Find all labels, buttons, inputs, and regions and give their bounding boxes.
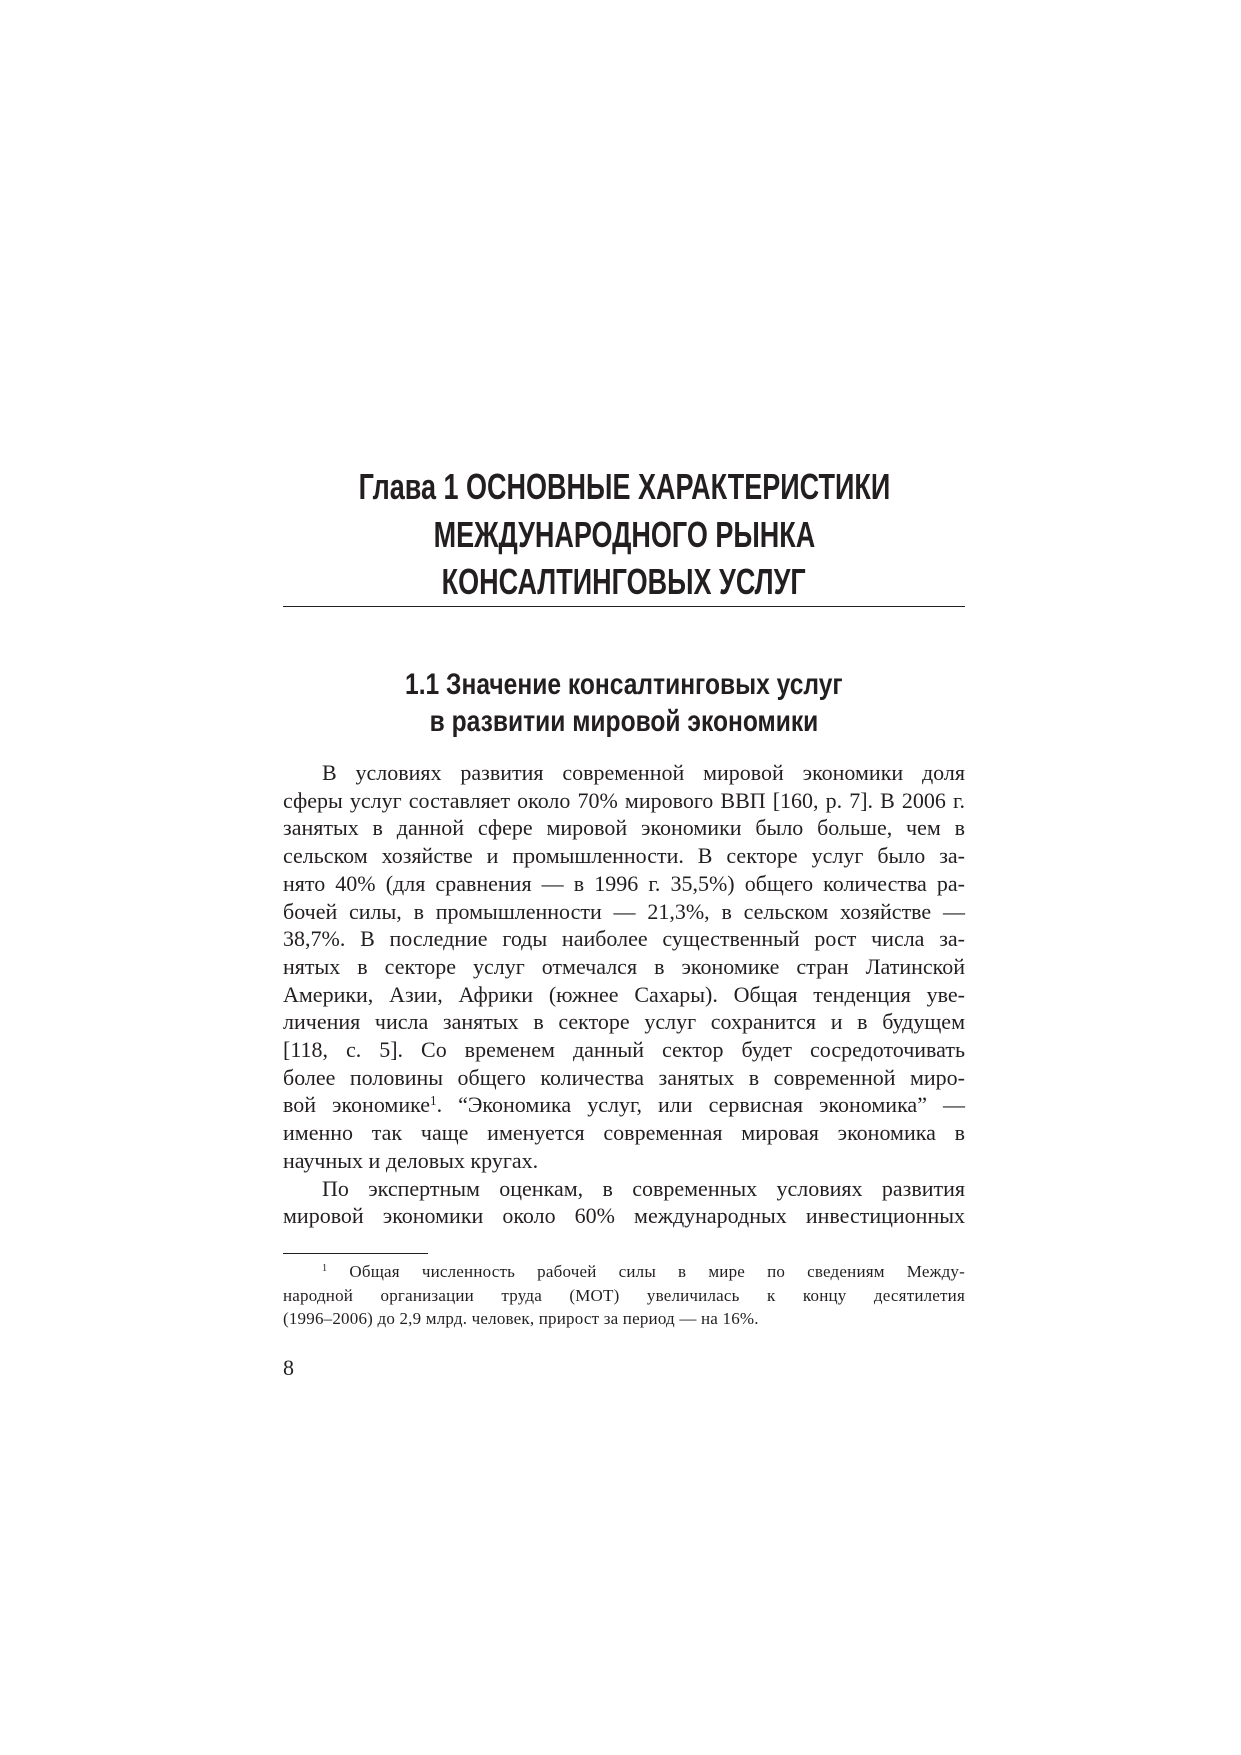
body-text-line: [118, с. 5]. Со временем данный сектор будет сосредоточивать: [283, 1037, 965, 1063]
body-text-line: именно так чаще именуется современная мировая экономика в: [283, 1120, 965, 1146]
body-text-line: Америки, Азии, Африки (южнее Сахары). Общая тенденция уве-: [283, 981, 965, 1007]
body-text-line: [283, 1091, 965, 1119]
body-text-line: сельском хозяйстве и промышленности. В секторе услуг было за-: [283, 843, 965, 869]
footnote-separator: [283, 1253, 428, 1254]
chapter-title-text: МЕЖДУНАРОДНОГО РЫНКА: [433, 513, 815, 555]
body-text-line: нято 40% (для сравнения — в 1996 г. 35,5%) общего количества ра-: [283, 870, 965, 896]
body-text-line: личения числа занятых в секторе услуг сохранится и в будущем: [283, 1009, 965, 1035]
chapter-title-line: [83, 558, 1165, 606]
body-text-line: занятых в данной сфере мировой экономики было больше, чем в: [283, 815, 965, 841]
body-text-line: По экспертным оценкам, в современных условиях развития: [322, 1175, 965, 1201]
footnote: [283, 1260, 965, 1331]
footnote-line: народной организации труда (МОТ) увеличилась к концу десятилетия: [283, 1285, 965, 1305]
footnote-line: [283, 1260, 965, 1284]
chapter-title-rule: [283, 606, 965, 607]
section-title-text: 1.1 Значение консалтинговых услуг: [405, 668, 843, 701]
body-text-fragment: вой экономике: [283, 1092, 431, 1118]
section-title-text: в развитии мировой экономики: [429, 705, 819, 738]
body-text-line: сферы услуг составляет около 70% мирового ВВП [160, p. 7]. В 2006 г.: [283, 787, 965, 813]
footnote-number: 1: [322, 1262, 328, 1274]
body-text-fragment: . “Экономика услуг, или сервисная экономика” —: [436, 1092, 965, 1118]
chapter-title-text: КОНСАЛТИНГОВЫХ УСЛУГ: [441, 561, 807, 602]
body-text-line: мировой экономики около 60% международных инвестиционных: [283, 1203, 965, 1229]
body-text-line: более половины общего количества занятых в современной миро-: [283, 1064, 965, 1090]
footnote-text-fragment: Общая численность рабочей силы в мире по сведениям Между-: [327, 1262, 965, 1281]
body-text-line: бочей силы, в промышленности — 21,3%, в сельском хозяйстве —: [283, 898, 965, 924]
section-title: [83, 666, 1165, 740]
body-text-line: нятых в секторе услуг отмечался в экономике стран Латинской: [283, 953, 965, 979]
chapter-title-text: Глава 1 ОСНОВНЫЕ ХАРАКТЕРИСТИКИ: [358, 466, 890, 507]
body-text-line: научных и деловых кругах.: [283, 1147, 539, 1173]
chapter-title: [83, 463, 1165, 606]
footnote-ref-marker: 1: [430, 1092, 437, 1108]
section-title-line: [83, 666, 1165, 703]
body-text-line: В условиях развития современной мировой экономики доля: [322, 760, 965, 785]
chapter-title-line: [83, 511, 1165, 559]
footnote-line: (1996–2006) до 2,9 млрд. человек, прирост за период — на 16%.: [283, 1309, 759, 1328]
chapter-title-line: [83, 463, 1165, 511]
body-text-line: 38,7%. В последние годы наиболее существенный рост числа за-: [283, 926, 965, 952]
section-title-line: [83, 703, 1165, 740]
body-text: [283, 759, 965, 1230]
page-number: 8: [283, 1355, 294, 1380]
